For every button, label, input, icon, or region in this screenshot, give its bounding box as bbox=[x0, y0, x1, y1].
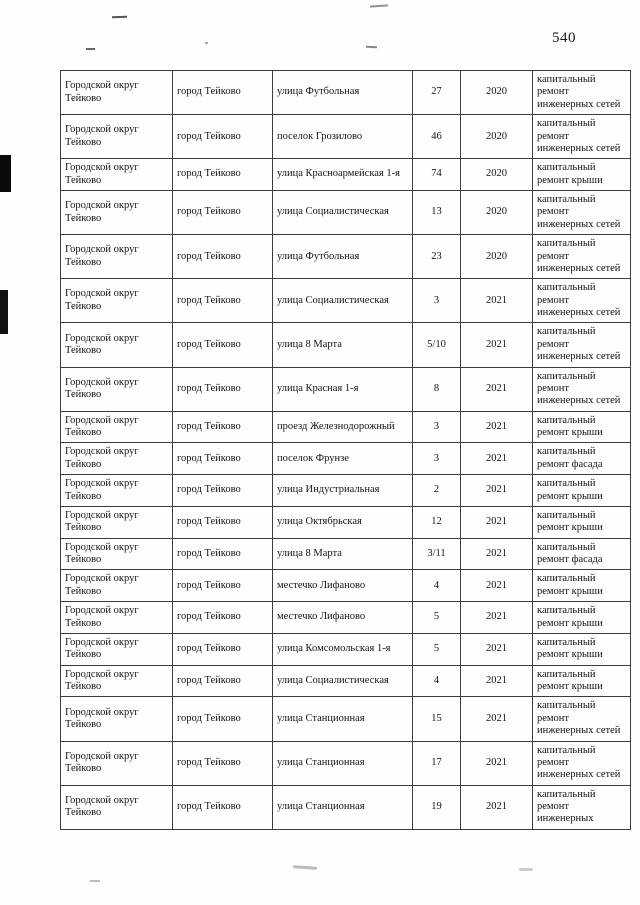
cell-house: 19 bbox=[413, 785, 461, 829]
table-row bbox=[61, 570, 631, 602]
cell-house: 27 bbox=[413, 71, 461, 115]
cell-work: капитальный ремонт инженерных сетей bbox=[533, 697, 631, 741]
cell-year: 2021 bbox=[461, 570, 533, 602]
cell-house: 15 bbox=[413, 697, 461, 741]
cell-year: 2021 bbox=[461, 741, 533, 785]
cell-house: 5 bbox=[413, 633, 461, 665]
cell-work: капитальный ремонт фасада bbox=[533, 443, 631, 475]
cell-district: Городской округ Тейково bbox=[61, 279, 173, 323]
table-row bbox=[61, 443, 631, 475]
table-row bbox=[61, 115, 631, 159]
cell-city: город Тейково bbox=[173, 741, 273, 785]
cell-work: капитальный ремонт инженерных bbox=[533, 785, 631, 829]
cell-house: 46 bbox=[413, 115, 461, 159]
cell-district: Городской округ Тейково bbox=[61, 633, 173, 665]
cell-work: капитальный ремонт инженерных сетей bbox=[533, 191, 631, 235]
cell-street: улица Комсомольская 1-я bbox=[273, 633, 413, 665]
cell-year: 2021 bbox=[461, 538, 533, 570]
cell-city: город Тейково bbox=[173, 538, 273, 570]
cell-work: капитальный ремонт инженерных сетей bbox=[533, 235, 631, 279]
cell-city: город Тейково bbox=[173, 633, 273, 665]
table-row bbox=[61, 697, 631, 741]
scan-artifact bbox=[86, 48, 95, 50]
cell-district: Городской округ Тейково bbox=[61, 71, 173, 115]
cell-year: 2021 bbox=[461, 411, 533, 443]
cell-district: Городской округ Тейково bbox=[61, 235, 173, 279]
cell-work: капитальный ремонт инженерных сетей bbox=[533, 71, 631, 115]
cell-year: 2021 bbox=[461, 323, 533, 367]
cell-street: улица Станционная bbox=[273, 785, 413, 829]
table-body bbox=[61, 71, 631, 830]
cell-year: 2020 bbox=[461, 71, 533, 115]
cell-work: капитальный ремонт инженерных сетей bbox=[533, 323, 631, 367]
cell-street: местечко Лифаново bbox=[273, 602, 413, 634]
scan-artifact bbox=[90, 880, 100, 882]
cell-work: капитальный ремонт крыши bbox=[533, 475, 631, 507]
scan-artifact bbox=[205, 42, 208, 44]
cell-district: Городской округ Тейково bbox=[61, 191, 173, 235]
cell-house: 23 bbox=[413, 235, 461, 279]
table-row bbox=[61, 235, 631, 279]
cell-house: 5/10 bbox=[413, 323, 461, 367]
table-row bbox=[61, 191, 631, 235]
cell-city: город Тейково bbox=[173, 159, 273, 191]
cell-city: город Тейково bbox=[173, 279, 273, 323]
cell-work: капитальный ремонт инженерных сетей bbox=[533, 115, 631, 159]
cell-district: Городской округ Тейково bbox=[61, 367, 173, 411]
cell-year: 2021 bbox=[461, 279, 533, 323]
table-row bbox=[61, 159, 631, 191]
cell-year: 2021 bbox=[461, 475, 533, 507]
cell-street: улица Социалистическая bbox=[273, 665, 413, 697]
cell-work: капитальный ремонт крыши bbox=[533, 506, 631, 538]
table-row bbox=[61, 367, 631, 411]
table-row bbox=[61, 475, 631, 507]
cell-year: 2021 bbox=[461, 697, 533, 741]
cell-work: капитальный ремонт крыши bbox=[533, 159, 631, 191]
cell-district: Городской округ Тейково bbox=[61, 115, 173, 159]
cell-district: Городской округ Тейково bbox=[61, 323, 173, 367]
scan-artifact bbox=[0, 290, 8, 334]
cell-street: поселок Фрунзе bbox=[273, 443, 413, 475]
cell-district: Городской округ Тейково bbox=[61, 159, 173, 191]
cell-city: город Тейково bbox=[173, 665, 273, 697]
cell-house: 3 bbox=[413, 443, 461, 475]
cell-work: капитальный ремонт крыши bbox=[533, 570, 631, 602]
cell-city: город Тейково bbox=[173, 506, 273, 538]
cell-year: 2021 bbox=[461, 785, 533, 829]
page-number: 540 bbox=[552, 30, 576, 46]
table-row bbox=[61, 633, 631, 665]
cell-street: улица Социалистическая bbox=[273, 279, 413, 323]
cell-district: Городской округ Тейково bbox=[61, 602, 173, 634]
table-row bbox=[61, 538, 631, 570]
cell-district: Городской округ Тейково bbox=[61, 697, 173, 741]
cell-street: улица Футбольная bbox=[273, 71, 413, 115]
cell-district: Городской округ Тейково bbox=[61, 785, 173, 829]
cell-street: улица 8 Марта bbox=[273, 538, 413, 570]
cell-city: город Тейково bbox=[173, 115, 273, 159]
cell-work: капитальный ремонт инженерных сетей bbox=[533, 279, 631, 323]
cell-year: 2021 bbox=[461, 633, 533, 665]
cell-street: улица Социалистическая bbox=[273, 191, 413, 235]
cell-work: капитальный ремонт инженерных сетей bbox=[533, 741, 631, 785]
scan-artifact bbox=[366, 46, 377, 49]
cell-work: капитальный ремонт крыши bbox=[533, 602, 631, 634]
cell-city: город Тейково bbox=[173, 697, 273, 741]
cell-district: Городской округ Тейково bbox=[61, 506, 173, 538]
cell-street: местечко Лифаново bbox=[273, 570, 413, 602]
cell-street: улица Индустриальная bbox=[273, 475, 413, 507]
cell-street: улица Красноармейская 1-я bbox=[273, 159, 413, 191]
cell-district: Городской округ Тейково bbox=[61, 411, 173, 443]
cell-house: 2 bbox=[413, 475, 461, 507]
cell-work: капитальный ремонт крыши bbox=[533, 633, 631, 665]
repair-table bbox=[60, 70, 631, 830]
cell-street: поселок Грозилово bbox=[273, 115, 413, 159]
table-row bbox=[61, 279, 631, 323]
cell-city: город Тейково bbox=[173, 785, 273, 829]
cell-city: город Тейково bbox=[173, 191, 273, 235]
cell-district: Городской округ Тейково bbox=[61, 475, 173, 507]
table-row bbox=[61, 323, 631, 367]
cell-year: 2021 bbox=[461, 443, 533, 475]
cell-year: 2021 bbox=[461, 506, 533, 538]
cell-street: улица Футбольная bbox=[273, 235, 413, 279]
table-row bbox=[61, 506, 631, 538]
cell-district: Городской округ Тейково bbox=[61, 665, 173, 697]
cell-house: 4 bbox=[413, 570, 461, 602]
cell-house: 17 bbox=[413, 741, 461, 785]
cell-street: улица Красная 1-я bbox=[273, 367, 413, 411]
cell-work: капитальный ремонт крыши bbox=[533, 665, 631, 697]
scan-artifact bbox=[370, 4, 388, 7]
cell-street: улица 8 Марта bbox=[273, 323, 413, 367]
cell-district: Городской округ Тейково bbox=[61, 741, 173, 785]
table-row bbox=[61, 665, 631, 697]
cell-work: капитальный ремонт инженерных сетей bbox=[533, 367, 631, 411]
cell-city: город Тейково bbox=[173, 475, 273, 507]
scan-artifact bbox=[519, 868, 533, 871]
cell-year: 2020 bbox=[461, 159, 533, 191]
cell-city: город Тейково bbox=[173, 71, 273, 115]
cell-street: проезд Железнодорожный bbox=[273, 411, 413, 443]
cell-year: 2021 bbox=[461, 665, 533, 697]
cell-year: 2020 bbox=[461, 115, 533, 159]
table-row bbox=[61, 602, 631, 634]
scan-artifact bbox=[293, 865, 317, 870]
cell-house: 3 bbox=[413, 411, 461, 443]
cell-work: капитальный ремонт крыши bbox=[533, 411, 631, 443]
cell-house: 3 bbox=[413, 279, 461, 323]
cell-city: город Тейково bbox=[173, 323, 273, 367]
cell-year: 2020 bbox=[461, 235, 533, 279]
scan-artifact bbox=[0, 155, 11, 192]
cell-district: Городской округ Тейково bbox=[61, 570, 173, 602]
cell-house: 13 bbox=[413, 191, 461, 235]
cell-city: город Тейково bbox=[173, 443, 273, 475]
cell-city: город Тейково bbox=[173, 602, 273, 634]
table-row bbox=[61, 411, 631, 443]
cell-city: город Тейково bbox=[173, 235, 273, 279]
cell-city: город Тейково bbox=[173, 411, 273, 443]
table-row bbox=[61, 71, 631, 115]
cell-house: 5 bbox=[413, 602, 461, 634]
table-row bbox=[61, 785, 631, 829]
table-row bbox=[61, 741, 631, 785]
cell-district: Городской округ Тейково bbox=[61, 443, 173, 475]
cell-house: 3/11 bbox=[413, 538, 461, 570]
cell-year: 2021 bbox=[461, 602, 533, 634]
cell-city: город Тейково bbox=[173, 570, 273, 602]
cell-house: 4 bbox=[413, 665, 461, 697]
cell-city: город Тейково bbox=[173, 367, 273, 411]
cell-year: 2021 bbox=[461, 367, 533, 411]
cell-house: 74 bbox=[413, 159, 461, 191]
cell-year: 2020 bbox=[461, 191, 533, 235]
cell-house: 12 bbox=[413, 506, 461, 538]
cell-street: улица Станционная bbox=[273, 741, 413, 785]
cell-street: улица Октябрьская bbox=[273, 506, 413, 538]
cell-street: улица Станционная bbox=[273, 697, 413, 741]
cell-work: капитальный ремонт фасада bbox=[533, 538, 631, 570]
cell-house: 8 bbox=[413, 367, 461, 411]
cell-district: Городской округ Тейково bbox=[61, 538, 173, 570]
scan-artifact bbox=[112, 16, 127, 19]
